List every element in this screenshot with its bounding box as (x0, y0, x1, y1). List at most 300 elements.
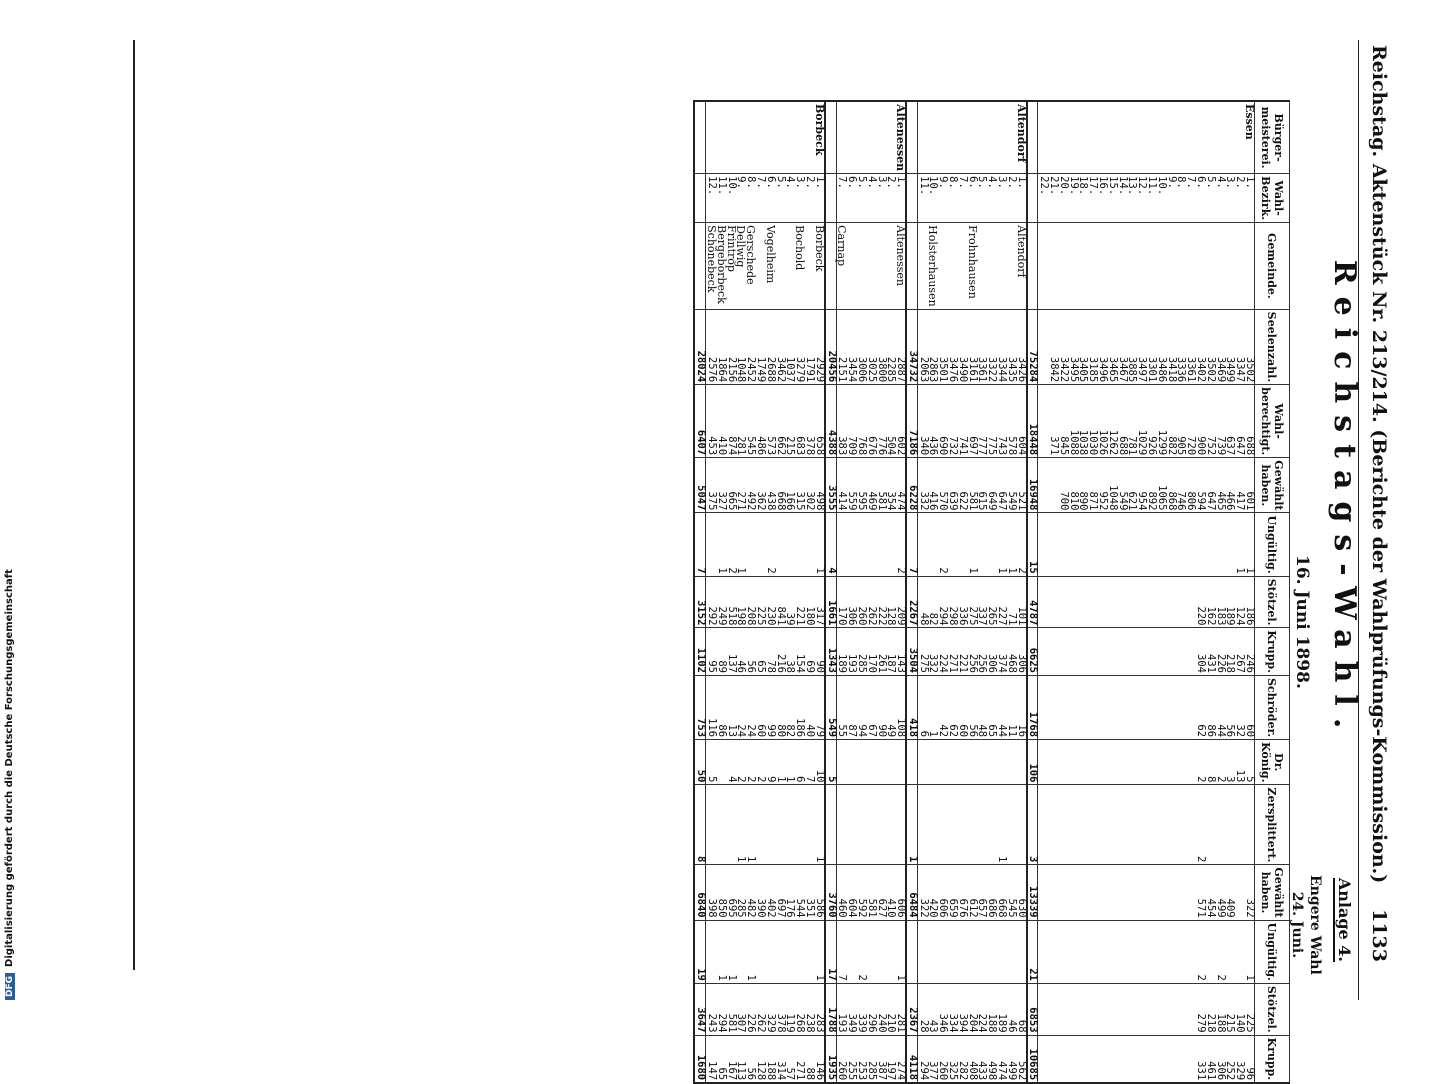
value-cell: 124 (1234, 576, 1244, 628)
total-cell: 17 (825, 920, 836, 983)
value-cell: 2 (1215, 740, 1225, 785)
district-cell: 8. (745, 174, 755, 223)
value-cell (804, 920, 814, 983)
column-header: Stötzel. (1255, 983, 1290, 1035)
value-cell (1166, 740, 1176, 785)
value-cell (866, 785, 876, 865)
value-cell (1136, 576, 1146, 628)
value-cell: 265 (986, 576, 996, 628)
table-row (986, 101, 996, 1083)
value-cell: 329 (1234, 1035, 1244, 1083)
value-cell (1097, 513, 1107, 576)
value-cell: 3800 (876, 309, 886, 385)
value-cell: 371 (1048, 385, 1058, 458)
value-cell: 1864 (716, 309, 726, 385)
value-cell (1176, 628, 1186, 676)
district-cell: 4. (785, 174, 795, 223)
value-cell (886, 785, 896, 865)
value-cell: 683 (794, 385, 804, 458)
total-spacer-cell (1027, 223, 1038, 310)
value-cell: 841 (775, 576, 785, 628)
value-cell (1068, 513, 1078, 576)
value-cell: 581 (866, 865, 876, 920)
table-row (1234, 101, 1244, 1083)
value-cell: 1048 (736, 309, 746, 385)
community-cell: Altendorf (1016, 223, 1027, 310)
community-cell (1195, 223, 1205, 310)
value-cell (1225, 920, 1235, 983)
value-cell: 57 (785, 1035, 795, 1083)
value-cell (1058, 740, 1068, 785)
value-cell: 2285 (886, 309, 896, 385)
table-body (694, 101, 1254, 1083)
district-cell: 1. (1016, 174, 1027, 223)
value-cell: 3322 (986, 309, 996, 385)
value-cell: 720 (1185, 385, 1195, 458)
value-cell: 3501 (938, 309, 948, 385)
section-total-row (1027, 101, 1038, 1083)
value-cell: 695 (726, 865, 736, 920)
value-cell (1048, 628, 1058, 676)
value-cell: 362 (755, 458, 765, 513)
value-cell (1097, 865, 1107, 920)
value-cell (1117, 983, 1127, 1035)
community-cell (1215, 223, 1225, 310)
value-cell (977, 920, 987, 983)
column-header: Gewählt haben. (1255, 865, 1290, 920)
value-cell: 1 (716, 513, 726, 576)
district-cell: 2. (804, 174, 814, 223)
value-cell: 2863 (928, 309, 938, 385)
value-cell: 215 (785, 385, 795, 458)
value-cell: 42 (938, 675, 948, 739)
value-cell: 4 (726, 740, 736, 785)
value-cell: 1030 (1087, 385, 1097, 458)
value-cell (765, 785, 775, 865)
value-cell: 709 (846, 385, 856, 458)
value-cell (967, 740, 977, 785)
value-cell (1087, 983, 1097, 1035)
total-cell: 6840 (694, 865, 705, 920)
value-cell: 322 (1244, 865, 1254, 920)
value-cell: 208 (745, 576, 755, 628)
total-spacer-cell (825, 101, 836, 174)
value-cell: 954 (1136, 458, 1146, 513)
value-cell (755, 513, 765, 576)
value-cell: 741 (957, 385, 967, 458)
table-row (1215, 101, 1225, 1083)
value-cell (1166, 1035, 1176, 1083)
value-cell (1097, 785, 1107, 865)
municipality-cell (1127, 101, 1137, 174)
value-cell (1156, 920, 1166, 983)
value-cell (1078, 785, 1088, 865)
value-cell: 56 (745, 1035, 755, 1083)
value-cell: 221 (957, 628, 967, 676)
value-cell: 1 (716, 920, 726, 983)
value-cell: 154 (794, 628, 804, 676)
value-cell (846, 513, 856, 576)
value-cell: 225 (755, 576, 765, 628)
value-cell (1078, 740, 1088, 785)
total-cell (906, 920, 917, 983)
value-cell (1166, 513, 1176, 576)
table-row (1087, 101, 1097, 1083)
district-cell: 4. (986, 174, 996, 223)
value-cell: 874 (726, 385, 736, 458)
value-cell (1087, 513, 1097, 576)
value-cell: 649 (986, 458, 996, 513)
value-cell: 78 (765, 628, 775, 676)
total-cell: 549 (825, 675, 836, 739)
value-cell (1176, 740, 1186, 785)
value-cell: 468 (1006, 628, 1016, 676)
value-cell: 688 (1244, 385, 1254, 458)
table-row (1107, 101, 1117, 1083)
value-cell: 256 (977, 628, 987, 676)
bottom-rule (133, 40, 135, 970)
value-cell (804, 513, 814, 576)
value-cell: 253 (856, 1035, 866, 1083)
value-cell: 210 (886, 983, 896, 1035)
value-cell: 2 (765, 513, 775, 576)
value-cell: 137 (726, 628, 736, 676)
value-cell: 498 (986, 1035, 996, 1083)
total-cell: 34732 (906, 309, 917, 385)
municipality-cell (957, 101, 967, 174)
value-cell: 410 (886, 865, 896, 920)
district-cell: 7. (836, 174, 846, 223)
value-cell: 647 (1205, 458, 1215, 513)
value-cell: 271 (736, 458, 746, 513)
value-cell: 868 (1166, 458, 1176, 513)
value-cell (1127, 628, 1137, 676)
value-cell: 8 (1205, 740, 1215, 785)
table-row (895, 101, 906, 1083)
total-cell: 4118 (906, 1035, 917, 1083)
runoff-label: Engere Wahl (1307, 875, 1323, 975)
value-cell: 89 (716, 628, 726, 676)
value-cell: 3842 (1048, 309, 1058, 385)
value-cell: 383 (836, 385, 846, 458)
value-cell (1107, 576, 1117, 628)
value-cell (947, 740, 957, 785)
value-cell: 170 (836, 576, 846, 628)
district-cell: 7. (957, 174, 967, 223)
column-header: Wahl-berechtigt. (1255, 385, 1290, 458)
column-header: Krupp. (1255, 628, 1290, 676)
value-cell: 243 (706, 983, 716, 1035)
district-cell: 3. (996, 174, 1006, 223)
value-cell (1038, 920, 1048, 983)
value-cell: 1262 (1107, 385, 1117, 458)
table-header-row (1255, 101, 1290, 1083)
value-cell (957, 513, 967, 576)
value-cell: 2452 (745, 309, 755, 385)
value-cell: 1 (1244, 920, 1254, 983)
value-cell (1048, 920, 1058, 983)
value-cell: 332 (917, 458, 927, 513)
value-cell: 573 (765, 385, 775, 458)
value-cell (1058, 785, 1068, 865)
district-cell: 3. (794, 174, 804, 223)
value-cell: 39 (785, 576, 795, 628)
total-cell: 753 (694, 675, 705, 739)
total-cell: 7186 (906, 385, 917, 458)
municipality-cell (977, 101, 987, 174)
table-row (928, 101, 938, 1083)
value-cell: 329 (765, 983, 775, 1035)
total-cell: 7 (906, 513, 917, 576)
value-cell (1166, 920, 1176, 983)
value-cell (1156, 865, 1166, 920)
value-cell: 351 (804, 865, 814, 920)
value-cell: 390 (755, 865, 765, 920)
value-cell: 349 (846, 983, 856, 1035)
district-cell: 18. (1078, 174, 1088, 223)
district-cell: 5. (977, 174, 987, 223)
value-cell: 627 (876, 865, 886, 920)
value-cell (1215, 785, 1225, 865)
municipality-cell (1185, 101, 1195, 174)
value-cell: 570 (938, 458, 948, 513)
table-row (836, 101, 846, 1083)
value-cell: 2 (1215, 920, 1225, 983)
value-cell: 38 (785, 628, 795, 676)
value-cell: 79 (814, 675, 825, 739)
value-cell: 1029 (1136, 385, 1146, 458)
value-cell (1097, 675, 1107, 739)
value-cell: 56 (967, 675, 977, 739)
value-cell (986, 785, 996, 865)
value-cell: 668 (996, 865, 1006, 920)
value-cell: 143 (895, 628, 906, 676)
value-cell (836, 513, 846, 576)
municipality-cell (1146, 101, 1156, 174)
value-cell (846, 740, 856, 785)
community-cell (856, 223, 866, 310)
value-cell: 3006 (856, 309, 866, 385)
value-cell: 56 (1225, 675, 1235, 739)
district-cell: 16. (1097, 174, 1107, 223)
total-spacer-cell (1027, 101, 1038, 174)
total-cell: 1788 (825, 983, 836, 1035)
table-row (765, 101, 775, 1083)
value-cell: 926 (1146, 385, 1156, 458)
value-cell (1176, 1035, 1186, 1083)
value-cell: 665 (726, 458, 736, 513)
municipality-cell (1176, 101, 1186, 174)
value-cell (794, 513, 804, 576)
value-cell: 246 (1244, 628, 1254, 676)
running-header: Reichstag. Aktenstück Nr. 213/214. (Berichte der Wahlprüfungs-Kommission.) (1368, 45, 1390, 884)
value-cell: 99 (765, 675, 775, 739)
value-cell (1225, 785, 1235, 865)
value-cell: 1 (1234, 513, 1244, 576)
value-cell (1156, 576, 1166, 628)
value-cell (1146, 513, 1156, 576)
value-cell: 193 (846, 628, 856, 676)
table-row (1068, 101, 1078, 1083)
value-cell: 1749 (755, 309, 765, 385)
section-total-row (694, 101, 705, 1083)
value-cell: 3344 (996, 309, 1006, 385)
table-row (947, 101, 957, 1083)
value-cell (1225, 513, 1235, 576)
value-cell (706, 513, 716, 576)
total-cell: 1768 (1027, 675, 1038, 739)
value-cell (1038, 865, 1048, 920)
value-cell (1146, 628, 1156, 676)
value-cell: 302 (804, 458, 814, 513)
table-row (1058, 101, 1068, 1083)
value-cell: 186 (1244, 576, 1254, 628)
value-cell (1146, 785, 1156, 865)
total-cell: 418 (906, 675, 917, 739)
value-cell: 781 (1127, 385, 1137, 458)
municipality-cell (876, 101, 886, 174)
value-cell: 1038 (1078, 385, 1088, 458)
value-cell (1127, 865, 1137, 920)
value-cell (1068, 983, 1078, 1035)
value-cell (1176, 675, 1186, 739)
rotated-document (110, 0, 1400, 1081)
municipality-cell (938, 101, 948, 174)
value-cell: 282 (957, 1035, 967, 1083)
value-cell (1038, 513, 1048, 576)
total-cell: 106 (1027, 740, 1038, 785)
municipality-cell (1117, 101, 1127, 174)
value-cell: 775 (986, 385, 996, 458)
value-cell: 294 (716, 983, 726, 1035)
value-cell: 612 (967, 865, 977, 920)
value-cell: 690 (938, 385, 948, 458)
value-cell (1156, 513, 1166, 576)
value-cell (856, 740, 866, 785)
municipality-cell (866, 101, 876, 174)
value-cell (794, 920, 804, 983)
value-cell (1038, 458, 1048, 513)
value-cell: 49 (886, 675, 896, 739)
value-cell: 2576 (706, 309, 716, 385)
municipality-cell (846, 101, 856, 174)
district-cell: 15. (1107, 174, 1117, 223)
value-cell (928, 740, 938, 785)
table-row (866, 101, 876, 1083)
value-cell: 267 (1234, 628, 1244, 676)
value-cell: 387 (876, 1035, 886, 1083)
value-cell: 1 (814, 785, 825, 865)
value-cell: 285 (736, 865, 746, 920)
value-cell: 82 (785, 675, 795, 739)
value-cell (1058, 513, 1068, 576)
value-cell: 732 (947, 385, 957, 458)
value-cell: 65 (716, 1035, 726, 1083)
community-cell: Carnap (836, 223, 846, 310)
value-cell (947, 920, 957, 983)
value-cell (947, 785, 957, 865)
value-cell (938, 785, 948, 865)
value-cell: 307 (736, 983, 746, 1035)
value-cell (917, 740, 927, 785)
value-cell (1006, 740, 1016, 785)
value-cell: 545 (1006, 865, 1016, 920)
value-cell: 298 (947, 576, 957, 628)
value-cell (928, 785, 938, 865)
column-header: Ungültig. (1255, 513, 1290, 576)
value-cell: 176 (785, 865, 795, 920)
value-cell: 226 (745, 983, 755, 1035)
total-cell: 15 (1027, 513, 1038, 576)
community-cell (986, 223, 996, 310)
value-cell (1136, 740, 1146, 785)
value-cell: 659 (947, 865, 957, 920)
value-cell: 322 (917, 865, 927, 920)
value-cell: 409 (1225, 865, 1235, 920)
total-cell: 1343 (825, 628, 836, 676)
value-cell: 465 (1215, 458, 1225, 513)
value-cell (856, 513, 866, 576)
value-cell: 218 (1205, 983, 1215, 1035)
value-cell: 226 (1215, 628, 1225, 676)
value-cell (876, 513, 886, 576)
value-cell: 630 (1016, 865, 1027, 920)
value-cell (1097, 576, 1107, 628)
value-cell: 378 (775, 983, 785, 1035)
value-cell (1087, 675, 1097, 739)
value-cell: 768 (856, 385, 866, 458)
municipality-cell (1215, 101, 1225, 174)
value-cell (1048, 458, 1058, 513)
community-cell: Altenessen (895, 223, 906, 310)
municipality-cell (1087, 101, 1097, 174)
value-cell: 101 (1016, 576, 1027, 628)
value-cell: 11 (1006, 675, 1016, 739)
community-cell (1058, 223, 1068, 310)
value-cell: 188 (765, 1035, 775, 1083)
municipality-cell (1195, 101, 1205, 174)
value-cell: 7 (804, 740, 814, 785)
value-cell (856, 785, 866, 865)
value-cell: 260 (836, 1035, 846, 1083)
table-row (1176, 101, 1186, 1083)
value-cell: 3495 (1068, 309, 1078, 385)
value-cell: 340 (917, 385, 927, 458)
value-cell: 3476 (947, 309, 957, 385)
municipality-cell (1068, 101, 1078, 174)
value-cell: 806 (1185, 458, 1195, 513)
value-cell (1038, 576, 1048, 628)
value-cell: 581 (967, 458, 977, 513)
value-cell: 128 (755, 1035, 765, 1083)
municipality-cell (917, 101, 927, 174)
district-cell: 10. (726, 174, 736, 223)
value-cell (1058, 1035, 1068, 1083)
value-cell: 746 (1176, 458, 1186, 513)
municipality-cell (1166, 101, 1176, 174)
value-cell: 170 (866, 628, 876, 676)
value-cell: 6 (917, 675, 927, 739)
value-cell (1205, 785, 1215, 865)
value-cell: 204 (967, 983, 977, 1035)
community-cell: Vogelheim (765, 223, 775, 310)
value-cell: 776 (876, 385, 886, 458)
value-cell: 621 (1127, 458, 1137, 513)
value-cell (846, 785, 856, 865)
value-cell (1234, 920, 1244, 983)
value-cell (1146, 983, 1156, 1035)
value-cell (1038, 309, 1048, 385)
